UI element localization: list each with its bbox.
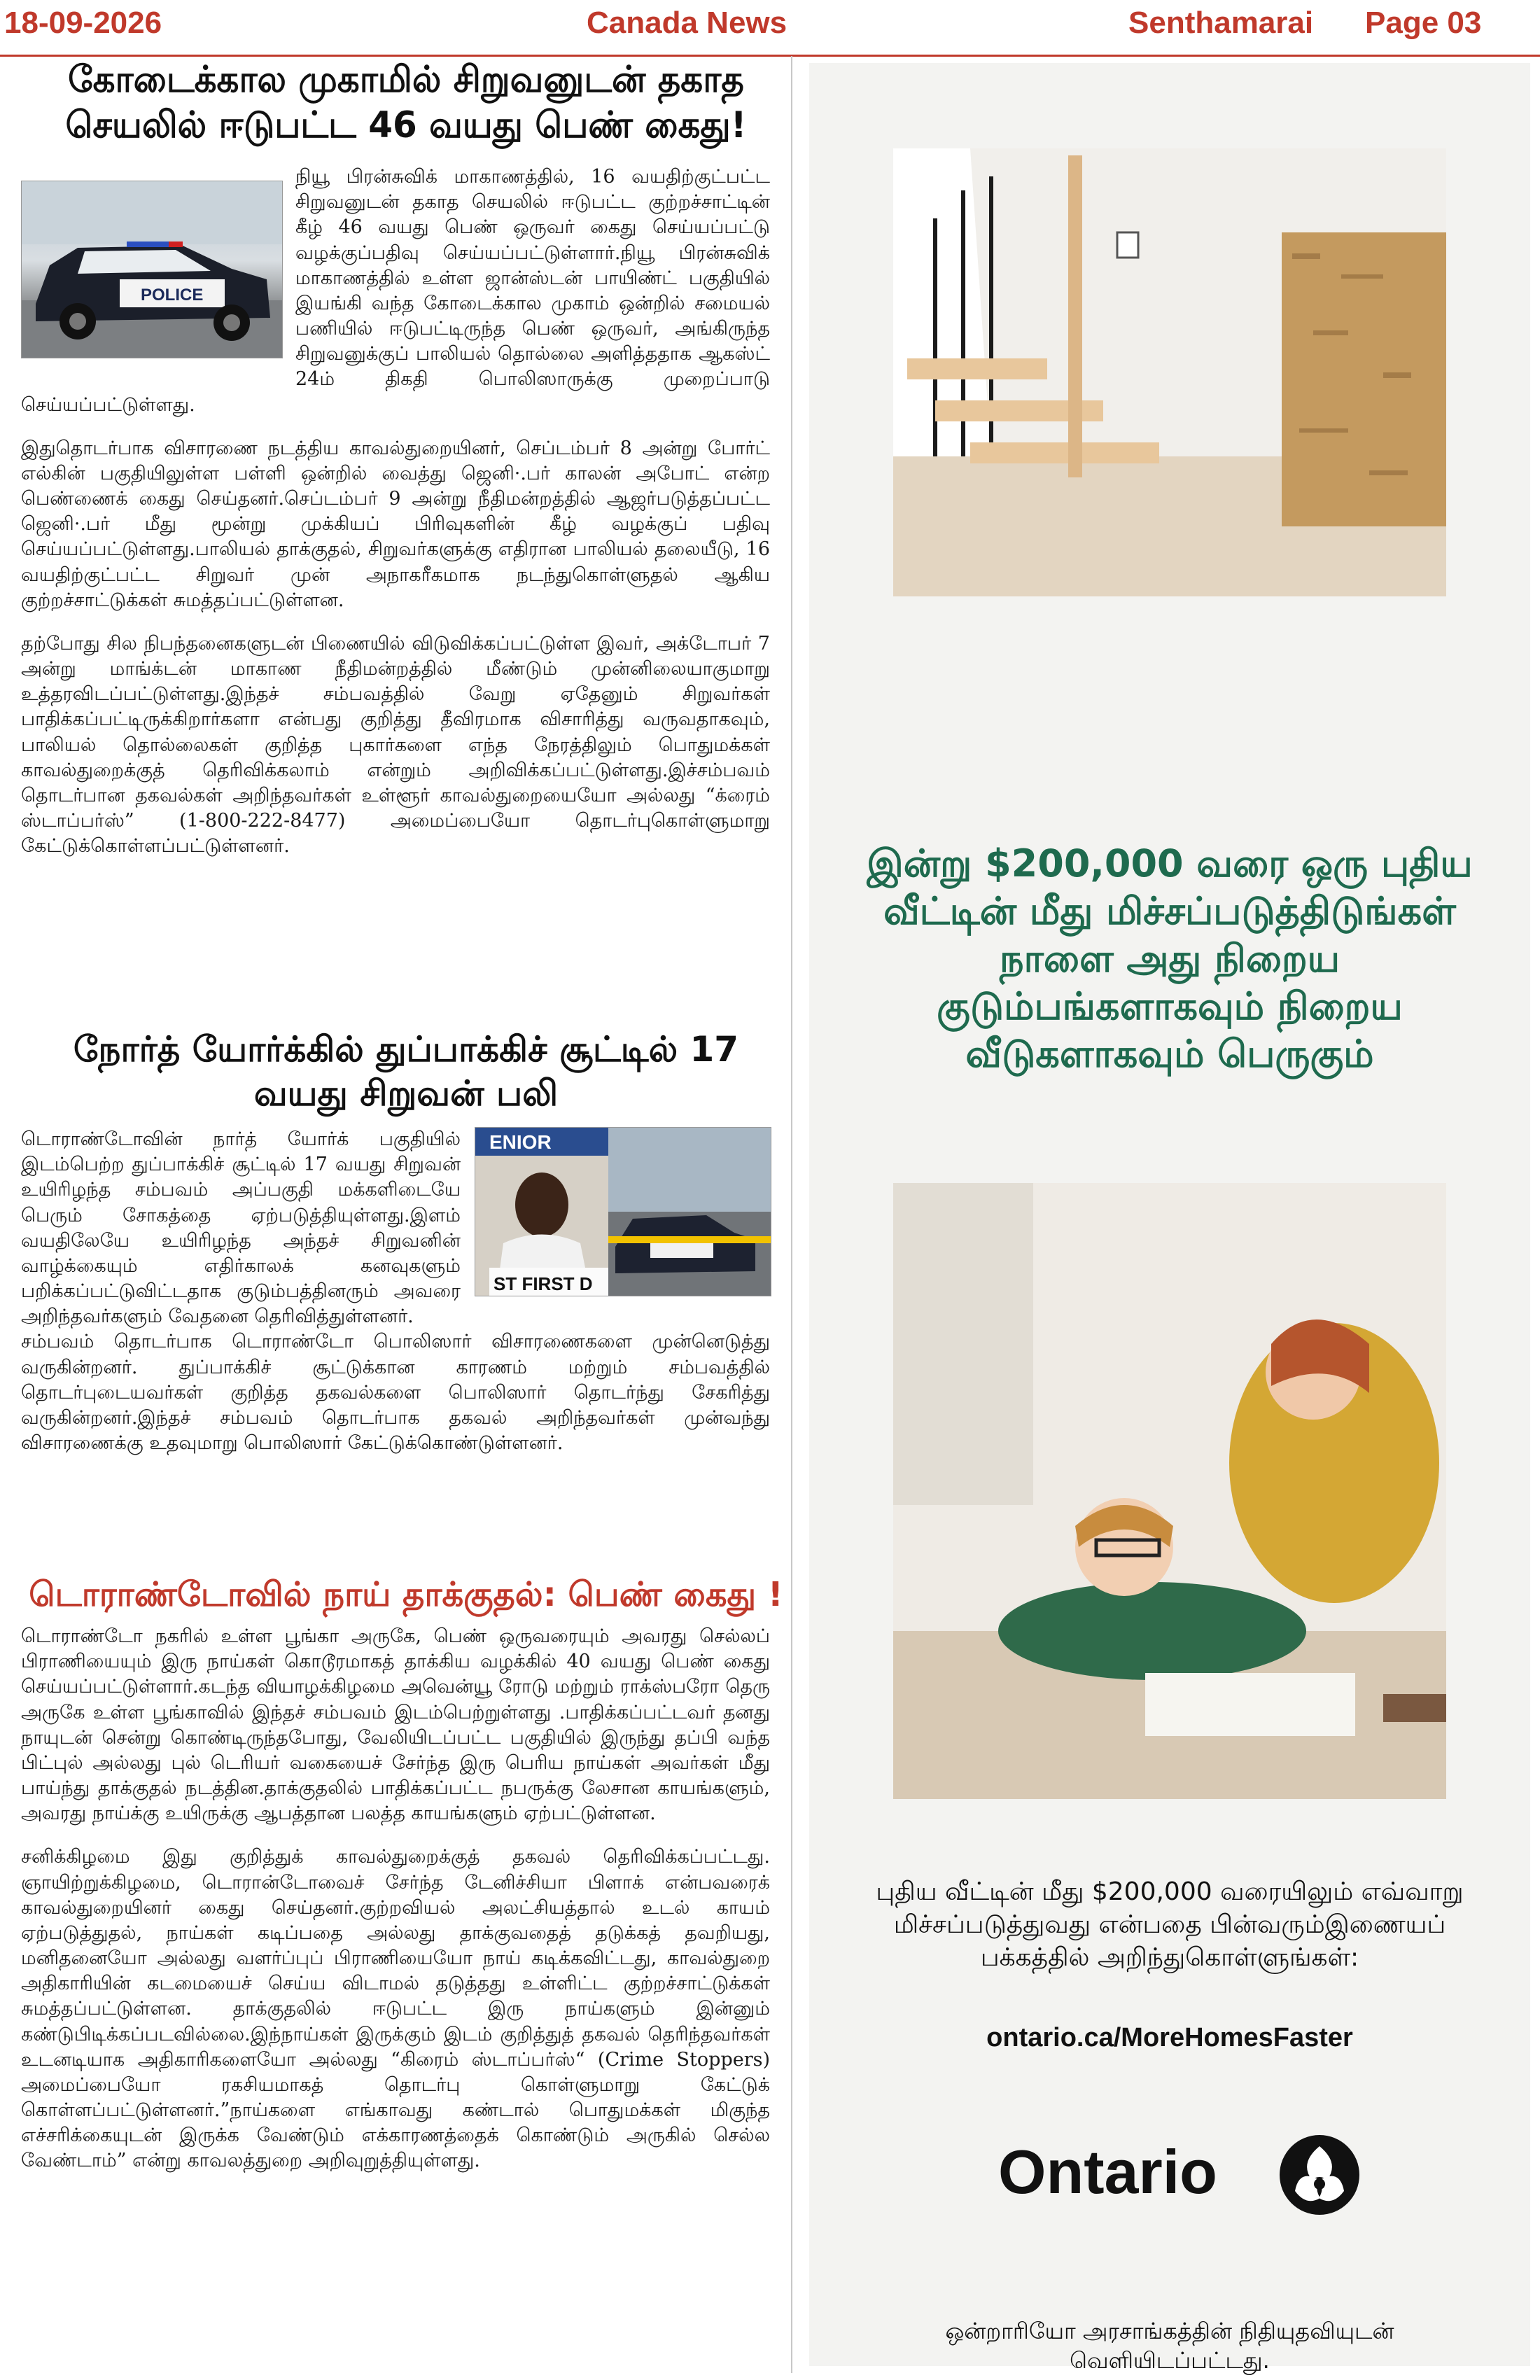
- trillium-icon: [1278, 2134, 1361, 2216]
- article1-headline: கோடைக்கால முகாமில் சிறுவனுடன் தகாத செயலில் ஈடுபட்ட 46 வயது பெண் கைது!: [65, 59, 747, 146]
- photo-wrap-spacer: [21, 164, 295, 374]
- police-door-text: POLICE: [141, 286, 204, 304]
- ad-info-text: புதிய வீட்டின் மீது $200,000 வரையிலும் எவ்வாறு மிச்சப்படுத்துவது என்பதை பின்வரும்இணையப் பக்கத்தில் அறிந்துகொள்ளுங்கள்:: [876, 1877, 1464, 1972]
- ontario-advertisement: [809, 63, 1530, 2374]
- issue-date: 18-09-2026: [4, 6, 162, 40]
- page-header: [0, 0, 1540, 57]
- ad-website-link[interactable]: ontario.ca/MoreHomesFaster: [986, 2023, 1353, 2052]
- article3-para-1: டொராண்டோ நகரில் உள்ள பூங்கா அருகே, பெண் ஒருவரையும் அவரது செல்லப் பிராணியையும் இரு நாய்கள் கொடூரமாகத் தாக்கிய வழக்கில் 40 வயது பெண் கைது செய்யப்பட்டுள்ளார்.கடந்த வியாழக்கிழமை அவென்யூ ரோடு மற்றும் ராக்ஸ்பரோ தெரு அருகே உள்ள பூங்காவில் இந்தச் சம்பவம் இடம்பெற்றுள்ளது .பாதிக்கப்பட்டவர் தனது நாயுடன் சென்று கொண்டிருந்தபோது, வேலியிடப்பட்ட பகுதியில் இருந்து தப்பி வந்த பிட்புல் அல்லது புல் டெரியர் வகையைச் சேர்ந்த இரு பெரிய நாய்கள் அவர்கள் மீது பாய்ந்து தாக்குதல் நடத்தின.தாக்குதலில் பாதிக்கப்பட்ட நபருக்கு லேசான காயங்களும், அவரது நாய்க்கு உயிருக்கு ஆபத்தான பலத்த காயங்களும் ஏற்பட்டுள்ளன.: [21, 1625, 770, 1825]
- article2-headline: நோர்த் யோர்க்கில் துப்பாக்கிச் சூட்டில் 17 வயது சிறுவன் பலி: [73, 1029, 739, 1114]
- photo-sign-text: ST FIRST D: [493, 1273, 593, 1294]
- child-drawing-illustration: [893, 1183, 1446, 1799]
- photo-wrap-spacer-2: [461, 1127, 770, 1302]
- article3-para-2: சனிக்கிழமை இது குறித்துக் காவல்துறைக்குத் தகவல் தெரிவிக்கப்பட்டது. ஞாயிற்றுக்கிழமை, டொரான்டோவைச் சேர்ந்த டேனிச்சியா பிளாக் என்பவரைக் காவல்துறையினர் கைது செய்தனர்.குற்றவியல் அலட்சியத்தால் உடல் காயம் ஏற்படுத்துதல், நாய்கள் கடிப்பதை அல்லது தாக்குவதைத் தடுக்கத் தவறியது, மனிதனையோ அல்லது வளர்ப்புப் பிராணியையோ நாய் கடிக்கவிட்டது, காவல்துறை அதிகாரியின் கடமையைச் செய்ய விடாமல் தடுத்தது உள்ளிட்ட குற்றச்சாட்டுக்கள் சுமத்தப்பட்டுள்ளன. தாக்குதலில் ஈடுபட்ட இரு நாய்களும் இன்னும் கண்டுபிடிக்கப்படவில்லை.இந்நாய்கள் இருக்கும் இடம் குறித்துத் தகவல் தெரிந்தவர்கள் உடனடியாக அதிகாரிகளையோ அல்லது “கிரைம் ஸ்டாப்பர்ஸ்“ (Crime Stoppers) அமைப்பையோ ரகசியமாகத் தொடர்பு கொள்ளுமாறு கேட்டுக் கொள்ளப்பட்டுள்ளனர்.”நாய்களை எங்காவது கண்டால் பொதுமக்கள் மிகுந்த எச்சரிக்கையுடன் இருக்க வேண்டும் எக்காரணத்தைக் கொண்டும் அருகில் செல்ல வேண்டாம்” என்று காவலத்துறை அறிவுறுத்தியுள்ளது.: [21, 1846, 770, 2172]
- article1-para-1: [21, 164, 770, 418]
- ad-slogan: இன்று $200,000 வரை ஒரு புதிய வீட்டின் மீது மிச்சப்படுத்திடுங்கள் நாளை அது நிறைய குடும்பங்களாகவும் நிறைய வீடுகளாகவும் பெருகும்: [867, 841, 1473, 1077]
- article2-para-1-text: டொராண்டோவின் நார்த் யோர்க் பகுதியில் இடம்பெற்ற துப்பாக்கிச் சூட்டில் 17 வயது சிறுவன் உயிரிழந்த சம்பவம் அப்பகுதி மக்களிடையே பெரும் சோகத்தை ஏற்படுத்தியுள்ளது.இளம் வயதிலேயே உயிரிழந்த அந்தச் சிறுவனின் வாழ்க்கையும் எதிர்காலக் கனவுகளும் பறிக்கப்பட்டுவிட்டதாக குடும்பத்தினரும் அவரை அறிந்தவர்களும் வேதனை தெரிவித்துள்ளனர்.: [21, 1128, 461, 1328]
- article3-body: [21, 1624, 770, 2192]
- article1-para-1-text: நியூ பிரன்சுவிக் மாகாணத்தில், 16 வயதிற்குட்பட்ட சிறுவனுடன் தகாத செயலில் ஈடுபட்ட குற்றச்சாட்டின் கீழ் 46 வயது பெண் ஒருவர் கைது செய்யப்பட்டு வழக்குப்பதிவு செய்யப்பட்டுள்ளார்.நியூ பிரன்சுவிக் மாகாணத்தில் உள்ள ஜான்ஸ்டன் பாயிண்ட் பகுதியில் இயங்கி வந்த கோடைக்கால முகாம் ஒன்றில் சமையல் பணியில் ஈடுபட்டிருந்த பெண் ஒருவர், அங்கிருந்த சிறுவனுக்குப் பாலியல் தொல்லை அளித்ததாக ஆகஸ்ட் 24ம் திகதி பொலிஸாருக்கு முறைப்பாடு செய்யப்பட்டுள்ளது.: [21, 166, 770, 416]
- page-number: Page 03: [1365, 6, 1482, 40]
- ontario-logo-text: Ontario: [998, 2137, 1217, 2206]
- article1-body: [21, 164, 770, 877]
- article2-para-1: [21, 1127, 770, 1329]
- ad-funding-note: ஒன்றாரியோ அரசாங்கத்தின் நிதியுதவியுடன் வெளியிடப்பட்டது.: [945, 2318, 1394, 2374]
- article1-para-2: இதுதொடர்பாக விசாரணை நடத்திய காவல்துறையினர், செப்டம்பர் 8 அன்று போர்ட் எல்கின் பகுதியிலுள்ள பள்ளி ஒன்றில் வைத்து ஜெனி·.பர் காலன் அபோட் என்ற பெண்ணைக் கைது செய்தனர்.செப்டம்பர் 9 அன்று நீதிமன்றத்தில் ஆஜர்படுத்தப்பட்ட ஜெனி·.பர் மீது மூன்று முக்கியப் பிரிவுகளின் கீழ் வழக்குப் பதிவு செய்யப்பட்டுள்ளது.பாலியல் தாக்குதல், சிறுவர்களுக்கு எதிரான பாலியல் தலையீடு, 16 வயதிற்குட்பட்ட சிறுவர் முன் அநாகரீகமாக நடந்துகொள்ளுதல் ஆகிய குற்றச்சாட்டுக்கள் சுமத்தப்பட்டுள்ளன.: [21, 437, 770, 611]
- construction-interior-illustration: [893, 148, 1446, 596]
- paper-name: Senthamarai: [1128, 6, 1314, 40]
- child-drawing-photo: [893, 1183, 1446, 1799]
- article1-para-3: தற்போது சில நிபந்தனைகளுடன் பிணையில் விடுவிக்கப்பட்டுள்ள இவர், அக்டோபர் 7 அன்று மாங்க்டன் மாகாண நீதிமன்றத்தில் மீண்டும் முன்னிலையாகுமாறு உத்தரவிடப்பட்டுள்ளது.இந்தச் சம்பவத்தில் வேறு ஏதேனும் சிறுவர்கள் பாதிக்கப்பட்டிருக்கிறார்களா என்பது குறித்து தீவிரமாக விசாரித்து வருவதாகவும், பாலியல் தொல்லைகள் குறித்த புகார்களை எந்த நேரத்திலும் பொதுமக்கள் காவல்துறைக்குத் தெரிவிக்கலாம் என்றும் அறிவிக்கப்பட்டுள்ளது.இச்சம்பவம் தொடர்பான தகவல்கள் அறிந்தவர்கள் உள்ளூர் காவல்துறையையோ அல்லது “க்ரைம் ஸ்டாப்பர்ஸ்” (1-800-222-8477) அமைப்பையோ தொடர்புகொள்ளுமாறு கேட்டுக்கொள்ளப்பட்டுள்ளனர்.: [21, 632, 770, 858]
- news-column: [21, 56, 792, 2373]
- photo-banner-text: ENIOR: [489, 1131, 552, 1153]
- section-title: Canada News: [587, 6, 788, 40]
- article3-headline: டொராண்டோவில் நாய் தாக்குதல்: பெண் கைது !: [29, 1575, 783, 1614]
- article2-body: [21, 1127, 770, 1474]
- ontario-logo: [998, 2128, 1362, 2219]
- construction-interior-photo: [893, 148, 1446, 596]
- article2-para-2: சம்பவம் தொடர்பாக டொராண்டோ பொலிஸார் விசாரணைகளை முன்னெடுத்து வருகின்றனர். துப்பாக்கிச் சூட்டுக்கான காரணம் மற்றும் சம்பவத்தில் தொடர்புடையவர்கள் குறித்த தகவல்களை பொலிஸார் தொடர்ந்து சேகரித்து வருகின்றனர்.இந்தச் சம்பவம் தொடர்பாக தகவல் அறிந்தவர்கள் முன்வந்து விசாரணைக்கு உதவுமாறு பொலிஸார் கேட்டுக்கொண்டுள்ளனர்.: [21, 1331, 770, 1455]
